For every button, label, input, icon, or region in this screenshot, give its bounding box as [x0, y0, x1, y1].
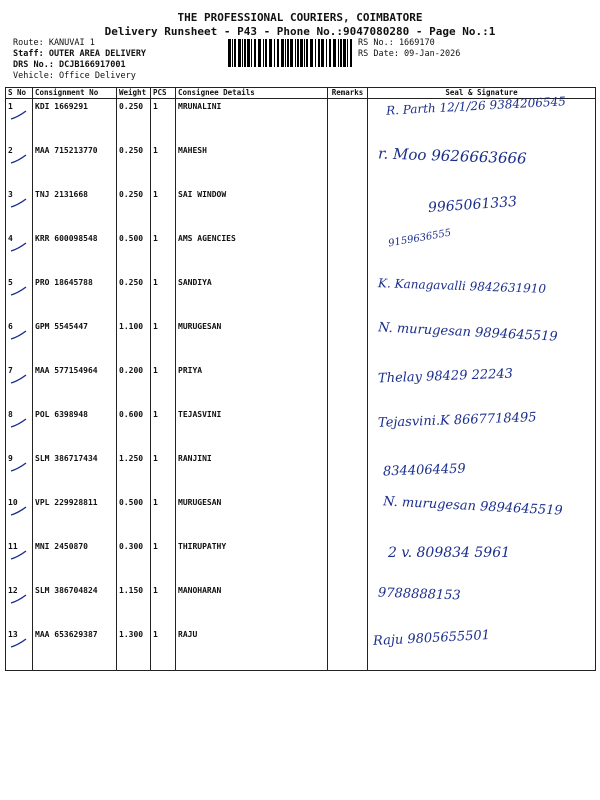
barcode-bar — [338, 39, 339, 67]
remarks-cell — [328, 319, 368, 363]
sno-text: 1 — [8, 102, 13, 111]
pcs-text: 1 — [153, 190, 158, 199]
signature-cell — [368, 627, 596, 671]
col-remarks: Remarks — [328, 88, 368, 99]
remarks-cell — [328, 99, 368, 144]
handwritten-signature: Raju 9805655501 — [372, 627, 491, 650]
pcs-text: 1 — [153, 410, 158, 419]
barcode-bar — [329, 39, 331, 67]
weight-text: 1.300 — [119, 630, 144, 639]
sno-cell — [6, 275, 33, 319]
staff: Staff: OUTER AREA DELIVERY — [13, 49, 147, 59]
pcs-cell — [151, 363, 176, 407]
consignment-text: KRR 600098548 — [35, 234, 98, 243]
remarks-cell — [328, 275, 368, 319]
table-row — [6, 407, 596, 451]
barcode-bar — [350, 39, 352, 67]
signature-cell — [368, 363, 596, 407]
table-row — [6, 319, 596, 363]
consignee-cell — [176, 143, 328, 187]
barcode-bar — [318, 39, 320, 67]
sno-cell — [6, 539, 33, 583]
tick-mark-icon — [10, 241, 28, 255]
weight-text: 1.100 — [119, 322, 144, 331]
sno-text: 10 — [8, 498, 18, 507]
tick-mark-icon — [10, 153, 28, 167]
table-row — [6, 231, 596, 275]
tick-mark-icon — [10, 109, 28, 123]
barcode-bar — [315, 39, 316, 67]
consignment-cell — [33, 143, 117, 187]
weight-cell — [117, 275, 151, 319]
weight-text: 0.500 — [119, 498, 144, 507]
sno-cell — [6, 407, 33, 451]
handwritten-signature: N. murugesan 9894645519 — [382, 494, 564, 519]
signature-cell — [368, 319, 596, 363]
signature-cell — [368, 227, 596, 275]
pcs-text: 1 — [153, 454, 158, 463]
rs-date: RS Date: 09-Jan-2026 — [358, 49, 461, 59]
consignee-cell — [176, 187, 328, 231]
consignee-cell — [176, 407, 328, 451]
barcode-bar — [343, 39, 346, 67]
weight-cell — [117, 187, 151, 231]
barcode-bar — [251, 39, 252, 67]
pcs-text: 1 — [153, 234, 158, 243]
sno-text: 12 — [8, 586, 18, 595]
pcs-text: 1 — [153, 102, 158, 111]
barcode-bar — [321, 39, 324, 67]
barcode-bar — [238, 39, 241, 67]
barcode-bar — [347, 39, 348, 67]
pcs-cell — [151, 451, 176, 495]
table-row — [6, 583, 596, 627]
sno-cell — [6, 495, 33, 539]
tick-mark-icon — [10, 549, 28, 563]
col-sno: S No — [6, 88, 33, 99]
table-row — [6, 451, 596, 495]
runsheet-table — [5, 87, 596, 671]
barcode-bar — [300, 39, 303, 67]
handwritten-signature: Thelay 98429 22243 — [377, 366, 514, 387]
tick-mark-icon — [10, 329, 28, 343]
consignment-text: GPM 5545447 — [35, 322, 88, 331]
signature-cell — [368, 495, 596, 539]
barcode-bar — [269, 39, 272, 67]
barcode-bar — [285, 39, 286, 67]
consignee-cell — [176, 627, 328, 671]
pcs-cell — [151, 99, 176, 144]
consignee-text: MRUNALINI — [178, 102, 222, 111]
consignee-cell — [176, 231, 328, 275]
consignee-text: MANOHARAN — [178, 586, 222, 595]
consignee-text: MURUGESAN — [178, 498, 222, 507]
table-row — [6, 187, 596, 231]
weight-text: 0.500 — [119, 234, 144, 243]
barcode-bar — [281, 39, 284, 67]
col-weight: Weight — [117, 88, 151, 99]
pcs-text: 1 — [153, 542, 158, 551]
weight-cell — [117, 363, 151, 407]
sno-cell — [6, 319, 33, 363]
handwritten-signature: 9788888153 — [377, 585, 461, 604]
consignment-cell — [33, 99, 117, 144]
sno-cell — [6, 363, 33, 407]
pcs-text: 1 — [153, 278, 158, 287]
barcode-bar — [242, 39, 243, 67]
signature-cell — [368, 275, 596, 319]
consignment-cell — [33, 187, 117, 231]
barcode-bar — [232, 39, 233, 67]
consignee-cell — [176, 451, 328, 495]
pcs-cell — [151, 275, 176, 319]
consignee-cell — [176, 99, 328, 144]
company-title: THE PROFESSIONAL COURIERS, COIMBATORE — [177, 11, 423, 24]
consignment-cell — [33, 275, 117, 319]
consignee-text: SAI WINDOW — [178, 190, 227, 199]
sno-cell — [6, 143, 33, 187]
remarks-cell — [328, 363, 368, 407]
sno-cell — [6, 187, 33, 231]
barcode-bar — [295, 39, 296, 67]
consignee-text: THIRUPATHY — [178, 542, 227, 551]
tick-mark-icon — [10, 197, 28, 211]
table-row — [6, 99, 596, 144]
consignment-cell — [33, 231, 117, 275]
consignment-cell — [33, 363, 117, 407]
consignment-cell — [33, 451, 117, 495]
col-signature: Seal & Signature — [368, 88, 596, 99]
vehicle: Vehicle: Office Delivery — [13, 71, 136, 81]
consignment-text: KDI 1669291 — [35, 102, 88, 111]
tick-mark-icon — [10, 637, 28, 651]
tick-mark-icon — [10, 417, 28, 431]
sno-text: 11 — [8, 542, 18, 551]
signature-cell — [368, 451, 596, 495]
handwritten-signature: 2 v. 809834 5961 — [388, 545, 511, 561]
runsheet-meta-left — [13, 38, 146, 82]
sno-text: 8 — [8, 410, 13, 419]
consignee-text: PRIYA — [178, 366, 203, 375]
weight-cell — [117, 495, 151, 539]
consignee-text: RAJU — [178, 630, 198, 639]
consignee-text: MURUGESAN — [178, 322, 222, 331]
pcs-cell — [151, 187, 176, 231]
table-row — [6, 143, 596, 187]
table-row — [6, 495, 596, 539]
consignee-text: TEJASVINI — [178, 410, 222, 419]
weight-text: 0.250 — [119, 102, 144, 111]
sno-cell — [6, 583, 33, 627]
weight-cell — [117, 627, 151, 671]
pcs-cell — [151, 231, 176, 275]
consignment-cell — [33, 627, 117, 671]
pcs-cell — [151, 495, 176, 539]
handwritten-signature: K. Kanagavalli 9842631910 — [377, 276, 547, 296]
pcs-text: 1 — [153, 366, 158, 375]
pcs-cell — [151, 539, 176, 583]
consignee-cell — [176, 319, 328, 363]
barcode-bar — [265, 39, 267, 67]
consignee-text: MAHESH — [178, 146, 207, 155]
table-row — [6, 627, 596, 671]
consignment-text: SLM 386704824 — [35, 586, 98, 595]
consignee-text: SANDIYA — [178, 278, 212, 287]
consignment-cell — [33, 583, 117, 627]
remarks-cell — [328, 231, 368, 275]
barcode-bar — [244, 39, 246, 67]
remarks-cell — [328, 583, 368, 627]
weight-cell — [117, 231, 151, 275]
handwritten-signature: 9159636555 — [387, 227, 453, 250]
consignment-cell — [33, 539, 117, 583]
consignment-text: SLM 386717434 — [35, 454, 98, 463]
drs-number: DRS No.: DCJB166917001 — [13, 60, 126, 70]
pcs-cell — [151, 407, 176, 451]
barcode-bar — [254, 39, 256, 67]
col-consignment: Consignment No — [33, 88, 117, 99]
weight-text: 1.150 — [119, 586, 144, 595]
consignment-text: MAA 715213770 — [35, 146, 98, 155]
consignment-cell — [33, 407, 117, 451]
barcode-bar — [333, 39, 336, 67]
tick-mark-icon — [10, 505, 28, 519]
route: Route: KANUVAI 1 — [13, 38, 95, 48]
consignee-cell — [176, 539, 328, 583]
remarks-cell — [328, 539, 368, 583]
tick-mark-icon — [10, 373, 28, 387]
pcs-text: 1 — [153, 146, 158, 155]
runsheet-subtitle: Delivery Runsheet - P43 - Phone No.:9047080280 - Page No.:1 — [104, 25, 496, 38]
pcs-text: 1 — [153, 498, 158, 507]
sno-text: 9 — [8, 454, 13, 463]
sno-text: 4 — [8, 234, 13, 243]
weight-cell — [117, 143, 151, 187]
weight-text: 0.250 — [119, 146, 144, 155]
consignment-text: MAA 577154964 — [35, 366, 98, 375]
sno-cell — [6, 99, 33, 144]
pcs-text: 1 — [153, 630, 158, 639]
pcs-text: 1 — [153, 586, 158, 595]
table-row — [6, 275, 596, 319]
remarks-cell — [328, 495, 368, 539]
sno-text: 2 — [8, 146, 13, 155]
consignment-text: MAA 653629387 — [35, 630, 98, 639]
sno-cell — [6, 451, 33, 495]
tick-mark-icon — [10, 461, 28, 475]
barcode-bar — [258, 39, 261, 67]
consignee-text: AMS AGENCIES — [178, 234, 236, 243]
consignee-cell — [176, 583, 328, 627]
barcode-icon — [228, 39, 354, 67]
remarks-cell — [328, 627, 368, 671]
table-row — [6, 539, 596, 583]
weight-text: 0.300 — [119, 542, 144, 551]
signature-cell — [368, 583, 596, 627]
pcs-text: 1 — [153, 322, 158, 331]
barcode-bar — [234, 39, 236, 67]
sno-text: 5 — [8, 278, 13, 287]
barcode-bar — [274, 39, 275, 67]
barcode-bar — [263, 39, 264, 67]
handwritten-signature: 8344064459 — [382, 461, 466, 480]
signature-cell — [368, 94, 596, 144]
barcode-bar — [310, 39, 313, 67]
barcode-bar — [290, 39, 293, 67]
weight-cell — [117, 407, 151, 451]
barcode-bar — [228, 39, 231, 67]
weight-text: 0.600 — [119, 410, 144, 419]
handwritten-signature: 9965061333 — [427, 193, 518, 217]
weight-cell — [117, 539, 151, 583]
consignee-cell — [176, 363, 328, 407]
sno-text: 6 — [8, 322, 13, 331]
barcode-bar — [247, 39, 250, 67]
consignee-cell — [176, 275, 328, 319]
weight-text: 0.250 — [119, 278, 144, 287]
consignment-text: MNI 2450870 — [35, 542, 88, 551]
pcs-cell — [151, 143, 176, 187]
consignment-text: PRO 18645788 — [35, 278, 93, 287]
sno-cell — [6, 231, 33, 275]
signature-cell — [368, 143, 596, 187]
remarks-cell — [328, 187, 368, 231]
signature-cell — [368, 187, 596, 231]
consignment-text: TNJ 2131668 — [35, 190, 88, 199]
barcode-bar — [340, 39, 342, 67]
signature-cell — [368, 539, 596, 583]
barcode-bar — [306, 39, 308, 67]
sno-text: 7 — [8, 366, 13, 375]
consignment-text: POL 6398948 — [35, 410, 88, 419]
pcs-cell — [151, 319, 176, 363]
weight-cell — [117, 583, 151, 627]
consignment-cell — [33, 319, 117, 363]
sno-text: 3 — [8, 190, 13, 199]
consignee-cell — [176, 495, 328, 539]
consignee-text: RANJINI — [178, 454, 212, 463]
handwritten-signature: Tejasvini.K 8667718495 — [377, 410, 537, 431]
sno-cell — [6, 627, 33, 671]
tick-mark-icon — [10, 285, 28, 299]
runsheet-meta-right — [358, 38, 460, 60]
barcode-bar — [304, 39, 305, 67]
signature-cell — [368, 407, 596, 451]
handwritten-signature: N. murugesan 9894645519 — [377, 320, 559, 345]
weight-text: 0.200 — [119, 366, 144, 375]
col-pcs: PCS — [151, 88, 176, 99]
pcs-cell — [151, 627, 176, 671]
pcs-cell — [151, 583, 176, 627]
weight-text: 1.250 — [119, 454, 144, 463]
sno-text: 13 — [8, 630, 18, 639]
remarks-cell — [328, 407, 368, 451]
consignment-text: VPL 229928811 — [35, 498, 98, 507]
table-row — [6, 363, 596, 407]
col-consignee: Consignee Details — [176, 88, 328, 99]
remarks-cell — [328, 451, 368, 495]
barcode-bar — [297, 39, 299, 67]
remarks-cell — [328, 143, 368, 187]
handwritten-signature: R. Parth 12/1/26 9384206545 — [385, 94, 567, 118]
consignment-cell — [33, 495, 117, 539]
weight-cell — [117, 99, 151, 144]
weight-text: 0.250 — [119, 190, 144, 199]
barcode-bar — [277, 39, 279, 67]
barcode-bar — [287, 39, 289, 67]
weight-cell — [117, 319, 151, 363]
tick-mark-icon — [10, 593, 28, 607]
barcode-bar — [326, 39, 327, 67]
rs-number: RS No.: 1669170 — [358, 38, 435, 48]
handwritten-signature: r. Moo 9626663666 — [377, 144, 527, 168]
weight-cell — [117, 451, 151, 495]
